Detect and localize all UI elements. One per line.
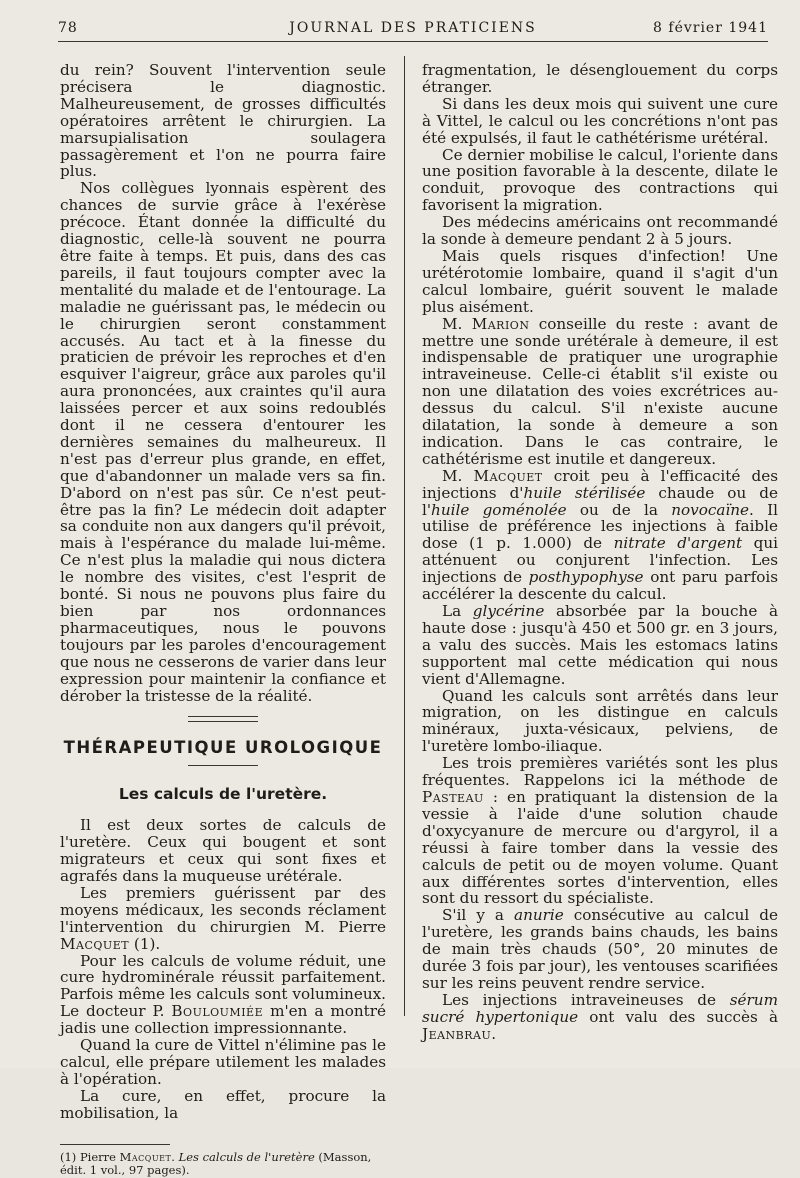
paragraph: du rein? Souvent l'intervention seule précisera le diagnostic. Malheureusement, de grosses difficultés opératoires arrêtent le chirurgien. La marsupialisation soulagera passagèrement et l'on ne pourra faire plus. bbox=[60, 61, 386, 181]
header-rule bbox=[58, 41, 768, 42]
author-name: Bouloumiée bbox=[171, 1002, 264, 1021]
paragraph: Les premiers guérissent par des moyens médicaux, les seconds réclament l'intervention du chirurgien M. Pierre Macquet (1). bbox=[60, 883, 386, 953]
author-name: Pasteau bbox=[422, 787, 484, 806]
article-title: Les calculs de l'uretère. bbox=[118, 785, 328, 804]
paragraph: Il est deux sortes de calculs de l'uretère. Ceux qui bougent et sont migrateurs et ceux qui sont fixes et agrafés dans la muqueuse urétérale. bbox=[60, 816, 386, 885]
paragraph: Mais quels risques d'infection! Une urétérotomie lombaire, quand il s'agit d'un calcul lombaire, guérit souvent le malade plus aisément. bbox=[422, 246, 778, 316]
issue-date: 8 février 1941 bbox=[653, 20, 768, 36]
section-separator bbox=[188, 716, 258, 722]
paragraph: Les injections intraveineuses de sérum sucré hypertonique ont valu des succès à Jeanbrau. bbox=[422, 990, 779, 1043]
paragraph: Pour les calculs de volume réduit, une cure hydrominérale réussit parfaitement. Parfois même les calculs sont volumineux. Le docteur P. Bouloumiée m'en a montré jadis une collection impressionnante. bbox=[60, 951, 387, 1038]
right-column bbox=[422, 62, 778, 1043]
paragraph: M. Macquet croit peu à l'efficacité des injections d'huile stérilisée chaude ou de l'huile goménolée ou de la novocaïne. Il utilise de préférence les injections à faible dose (1 p. 1.000) de nitrate d'argent qui atténuent ou conjurent l'infection. Les injections de posthypophyse ont paru parfois accélérer la descente du calcul. bbox=[422, 466, 779, 604]
paragraph: Quand les calculs sont arrêtés dans leur migration, on les distingue en calculs minéraux, juxta-vésicaux, pelviens, de l'uretère lombo-iliaque. bbox=[422, 686, 778, 756]
section-title: THÉRAPEUTIQUE UROLOGIQUE bbox=[63, 738, 383, 758]
journal-title: JOURNAL DES PRATICIENS bbox=[289, 20, 537, 36]
paragraph: La cure, en effet, procure la mobilisation, la bbox=[60, 1086, 386, 1122]
footnote-rule bbox=[60, 1144, 170, 1145]
paragraph: Nos collègues lyonnais espèrent des chances de survie grâce à l'exérèse précoce. Étant donnée la difficulté du diagnostic, celle-là souvent ne pourra être faite à temps. Et puis, dans des cas pareils, il faut toujours compter avec la mentalité du malade et de l'entourage. La maladie ne guérissant pas, le médecin ou le chirurgien seront constamment accusés. Au tact et à la finesse du praticien de prévoir les reproches et d'en esquiver l'aigreur, grâce aux paroles qu'il aura prononcées, aux craintes qu'il aura laissées percer et aux soins redoublés dont il ne cessera d'entourer les dernières semaines du malheureux. Il n'est pas d'erreur plus grande, en effet, que d'abandonner un malade vers sa fin. D'abord on n'est pas sûr. Ce n'est peut-être pas la fin? Le médecin doit adapter sa conduite non aux dangers qu'il prévoit, mais à l'espérance du malade lui-même. Ce n'est plus la maladie qui nous dictera le nombre des visites, c'est l'esprit de bonté. Si nous ne pouvons plus faire du bien par nos ordonnances pharmaceutiques, nous le pouvons toujours par les paroles d'encouragement que nous ne cesserons de varier dans leur expression pour maintenir la confiance et dérober la tristesse de la réalité. bbox=[60, 179, 386, 705]
column-divider bbox=[404, 56, 405, 1016]
author-name: Marion bbox=[471, 314, 530, 333]
paragraph: Des médecins américains ont recommandé la sonde à demeure pendant 2 à 5 jours. bbox=[422, 213, 778, 249]
paragraph: Ce dernier mobilise le calcul, l'oriente dans une position favorable à la descente, dilate le conduit, provoque des contractions qui favorisent la migration. bbox=[422, 145, 778, 215]
paragraph: Si dans les deux mois qui suivent une cure à Vittel, le calcul ou les concrétions n'ont pas été expulsés, il faut le cathétérisme urétéral. bbox=[422, 94, 778, 147]
title-rule bbox=[188, 765, 258, 766]
left-column bbox=[60, 62, 386, 1178]
page-number: 78 bbox=[58, 20, 78, 36]
paragraph: S'il y a anurie consécutive au calcul de l'uretère, les grands bains chauds, les bains de main très chauds (50°, 20 minutes de durée 3 fois par jour), les ventouses scarifiées sur les reins peuvent rendre service. bbox=[422, 906, 778, 992]
footnote: (1) Pierre Macquet. Les calculs de l'uretère (Masson, édit. 1 vol., 97 pages). bbox=[60, 1149, 372, 1178]
running-header bbox=[58, 20, 768, 38]
paragraph: Quand la cure de Vittel n'élimine pas le calcul, elle prépare utilement les malades à l'opération. bbox=[60, 1036, 386, 1088]
paragraph: La glycérine absorbée par la bouche à haute dose : jusqu'à 450 et 500 gr. en 3 jours, a valu des succès. Mais les estomacs latins supportent mal cette médication qui nous vient d'Allemagne. bbox=[422, 602, 779, 688]
paragraph: fragmentation, le désenglouement du corps étranger. bbox=[422, 61, 778, 96]
paragraph: M. Marion conseille du reste : avant de mettre une sonde urétérale à demeure, il est indispensable de pratiquer une urographie intraveineuse. Celle-ci établit s'il existe ou non une dilatation des voies excrétrices au-dessus du calcul. S'il n'existe aucune dilatation, la sonde à demeure a son indication. Dans le cas contraire, le cathétérisme est inutile et dangereux. bbox=[422, 314, 779, 468]
author-name: Macquet bbox=[473, 466, 543, 485]
author-name: Macquet bbox=[60, 934, 130, 953]
paragraph: Les trois premières variétés sont les plus fréquentes. Rappelons ici la méthode de Pasteau : en pratiquant la distension de la vessie à l'aide d'une solution chaude d'oxycyanure de mercure ou d'argyrol, il a réussi à faire tomber dans la vessie des calculs de petit ou de moyen volume. Quant aux différentes sortes d'intervention, elles sont du ressort du spécialiste. bbox=[422, 754, 778, 908]
author-name: Jeanbrau bbox=[422, 1024, 492, 1043]
